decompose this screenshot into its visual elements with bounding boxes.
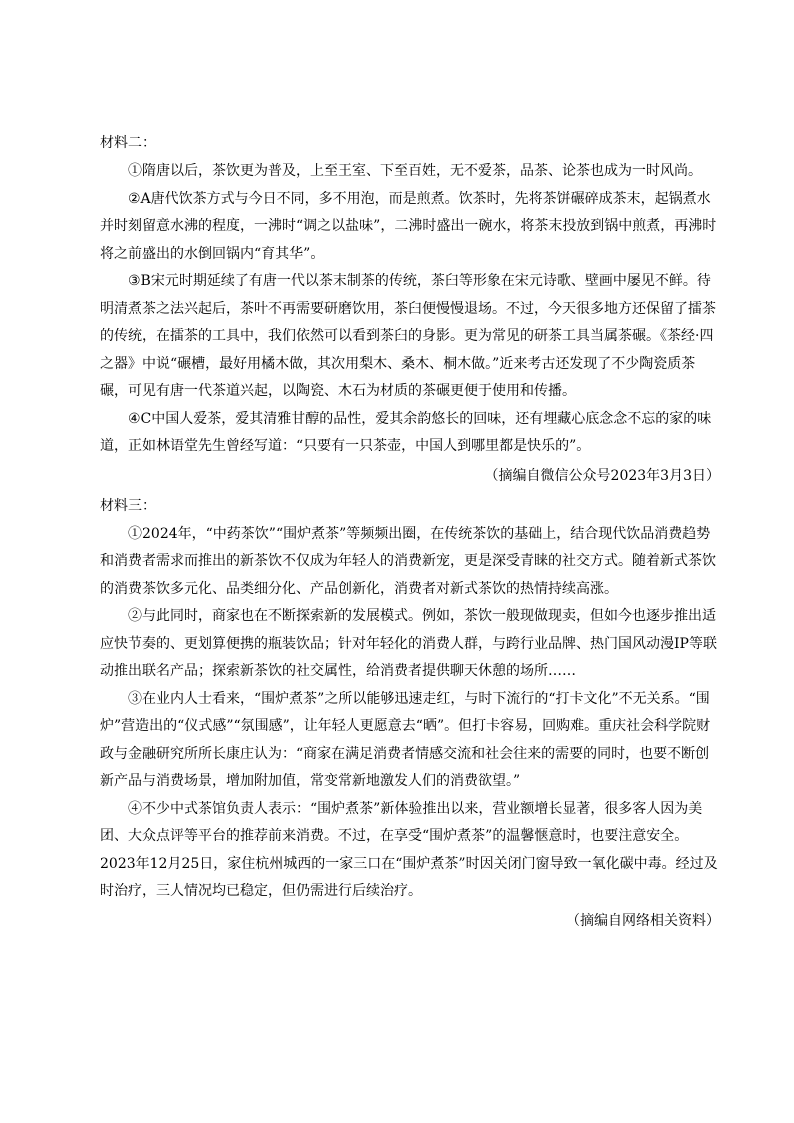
material-3-heading: 材料三： — [100, 497, 156, 514]
material-2-paragraph-2: ②A唐代饮茶方式与今日不同，多不用泡，而是煎煮。饮茶时，先将茶饼碾碎成茶末，起锅煮水并时刻留意水沸的程度，一沸时“调之以盐味”，二沸时盛出一碗水，将茶末投放到锅中煎煮，再沸时将之前盛出的水倒回锅内“育其华”。 — [100, 190, 717, 262]
material-2-source: （摘编自微信公众号2023年3月3日） — [484, 467, 720, 484]
material-2-heading: 材料二： — [100, 135, 156, 151]
material-2-paragraph-3: ③B宋元时期延续了有唐一代以茶末制茶的传统，茶臼等形象在宋元诗歌、壁画中屡见不鲜。待明清煮茶之法兴起后，茶叶不再需要研磨饮用，茶臼便慢慢退场。不过，今天很多地方还保留了擂茶的传统，在擂茶的工具中，我们依然可以看到茶臼的身影。更为常见的研茶工具当属茶碾。《茶经·四之器》中说“碾槽，最好用橘木做，其次用梨木、桑木、桐木做。”近来考古还发现了不少陶瓷质茶碾，可见有唐一代茶道兴起，以陶瓷、木石为材质的茶碾更便于使用和传播。 — [100, 273, 716, 399]
material-2-paragraph-4: ④C中国人爱茶，爱其清雅甘醇的品性，爱其余韵悠长的回味，还有埋藏心底念念不忘的家的味道，正如林语堂先生曾经写道：“只要有一只茶壶，中国人到哪里都是快乐的”。 — [100, 410, 712, 454]
material-2-paragraph-1: ①隋唐以后，茶饮更为普及，上至王室、下至百姓，无不爱茶，品茶、论茶也成为一时风尚。 — [128, 163, 702, 179]
material-3-paragraph-3: ③在业内人士看来，“围炉煮茶”之所以能够迅速走红，与时下流行的“打卡文化”不无关系。“围炉”营造出的“仪式感”“氛围感”，让年轻人更愿意去“晒”。但打卡容易，回购难。重庆社会科学院财政与金融研究所所长康庄认为：“商家在满足消费者情感交流和社会往来的需要的同时，也要不断创新产品与消费场景，增加附加值，常变常新地激发人们的消费欲望。” — [100, 690, 711, 789]
material-3-paragraph-4: ④不少中式茶馆负责人表示：“围炉煮茶”新体验推出以来，营业额增长显著，很多客人因为美团、大众点评等平台的推荐前来消费。不过，在享受“围炉煮茶”的温馨惬意时，也要注意安全。2023年12月25日，家住杭州城西的一家三口在“围炉煮茶”时因关闭门窗导致一氧化碳中毒。经过及时治疗，三人情况均已稳定，但仍需进行后续治疗。 — [100, 800, 718, 899]
material-3-source: （摘编自网络相关资料） — [566, 912, 720, 929]
document-page — [100, 128, 720, 936]
material-3-paragraph-1: ①2024年，“中药茶饮”“围炉煮茶”等频频出圈，在传统茶饮的基础上，结合现代饮品消费趋势和消费者需求而推出的新茶饮不仅成为年轻人的消费新宠，更是深受青睐的社交方式。随着新式茶饮的消费茶饮多元化、品类细分化、产品创新化，消费者对新式茶饮的热情持续高涨。 — [100, 525, 716, 597]
material-3-paragraph-2: ②与此同时，商家也在不断探索新的发展模式。例如，茶饮一般现做现卖，但如今也逐步推出适应快节奏的、更划算便携的瓶装饮品；针对年轻化的消费人群，与跨行业品牌、热门国风动漫IP等联动推出联名产品；探索新茶饮的社交属性，给消费者提供聊天休憩的场所…… — [100, 608, 717, 679]
